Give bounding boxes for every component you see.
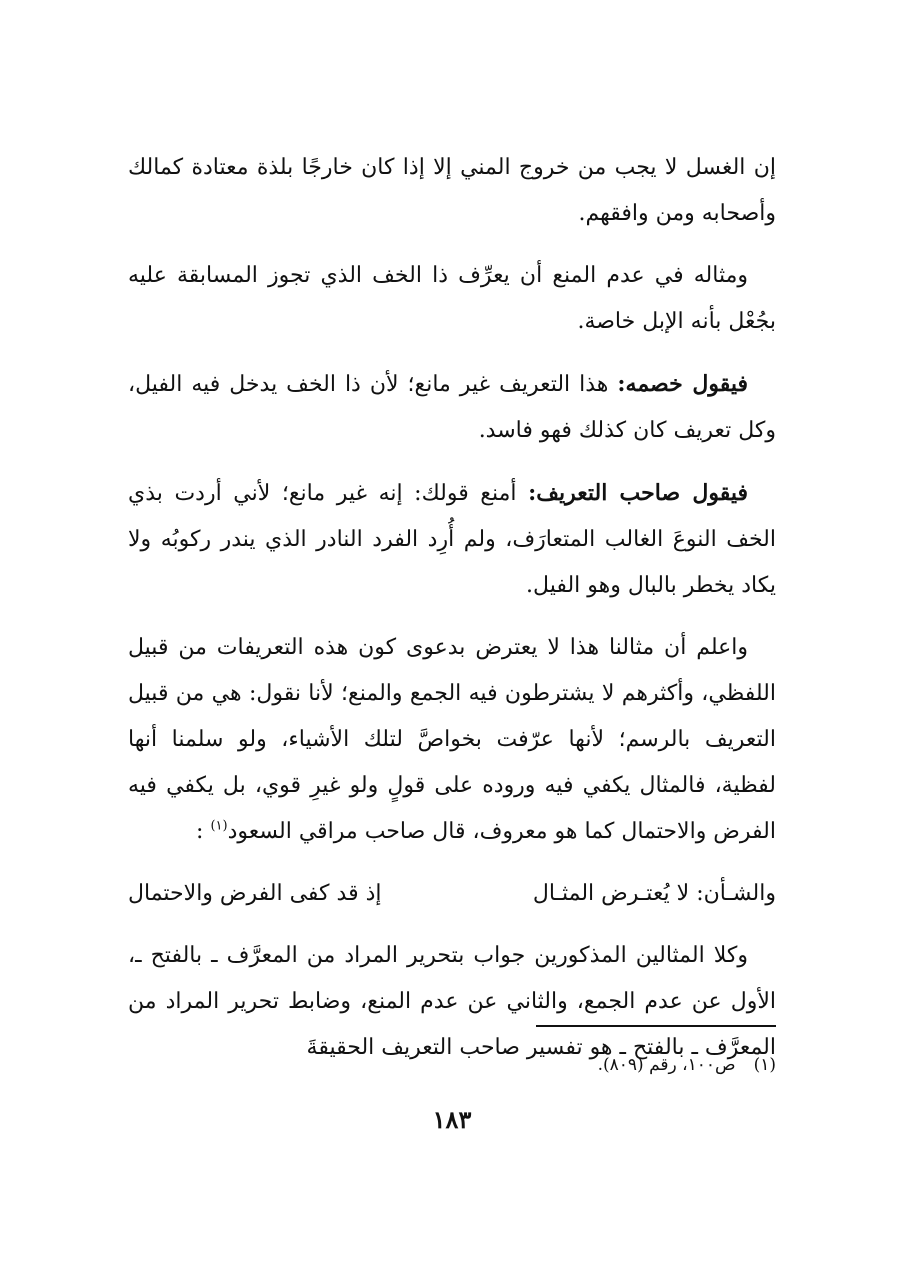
footnote-reference[interactable]: (١) bbox=[210, 818, 228, 834]
paragraph-2 bbox=[128, 253, 776, 345]
footnote-number: (١) bbox=[753, 1055, 776, 1075]
paragraph-5-text: واعلم أن مثالنا هذا لا يعترض بدعوى كون هذه التعريفات من قبيل اللفظي، وأكثرهم لا يشترطون فيه الجمع والمنع؛ لأنا نقول: هي من قبيل التعريف بالرسم؛ لأنها عرّفت بخواصَّ لتلك الأشياء، ولو سلمنا أنها لفظية، فالمثال يكفي فيه وروده على قولٍ ولو غيرِ قوي، بل يكفي فيه الفرض والاحتمال كما هو معروف، قال صاحب مراقي السعود bbox=[128, 635, 776, 844]
footnote bbox=[598, 1050, 776, 1080]
paragraph-5-tail: : bbox=[196, 819, 204, 844]
paragraph-1-text: إن الغسل لا يجب من خروج المني إلا إذا كان خارجًا بلذة معتادة كمالك وأصحابه ومن وافقهم. bbox=[128, 155, 776, 226]
verse-second-hemistich: إذ قد كفى الفرض والاحتمال bbox=[128, 881, 382, 906]
paragraph-3-lead: فيقول خصمه: bbox=[617, 371, 748, 397]
paragraph-4-lead: فيقول صاحب التعريف: bbox=[528, 480, 749, 506]
paragraph-4-text: أمنع قولك: إنه غير مانع؛ لأني أردت بذي الخف النوعَ الغالب المتعارَف، ولم أُرِد الفرد النادر الذي يندر ركوبُه ولا يكاد يخطر بالبال وهو الفيل. bbox=[128, 481, 776, 598]
verse-line bbox=[128, 871, 776, 917]
page-body bbox=[128, 145, 776, 1134]
paragraph-6-text: وكلا المثالين المذكورين جواب بتحرير المراد من المعرَّف ـ بالفتح ـ، الأول عن عدم الجمع، والثاني عن عدم المنع، وضابط تحرير المراد من المعرَّف ـ بالفتح ـ هو تفسير صاحب التعريف الحقيقةَ bbox=[128, 943, 776, 1060]
footnote-divider bbox=[536, 1025, 776, 1027]
paragraph-2-text: ومثاله في عدم المنع أن يعرِّف ذا الخف الذي تجوز المسابقة عليه بجُعْل بأنه الإبل خاصة. bbox=[128, 263, 776, 334]
page-number: ١٨٣ bbox=[432, 1105, 472, 1134]
paragraph-4 bbox=[128, 470, 776, 609]
footnote-text: ص١٠٠، رقم (٨٠٩). bbox=[597, 1055, 736, 1075]
paragraph-3 bbox=[128, 361, 776, 454]
paragraph-3-text: هذا التعريف غير مانع؛ لأن ذا الخف يدخل فيه الفيل، وكل تعريف كان كذلك فهو فاسد. bbox=[128, 372, 776, 443]
paragraph-5 bbox=[128, 625, 776, 855]
paragraph-1 bbox=[128, 145, 776, 237]
verse-first-hemistich: والشـأن: لا يُعتـرض المثـال bbox=[532, 881, 776, 906]
